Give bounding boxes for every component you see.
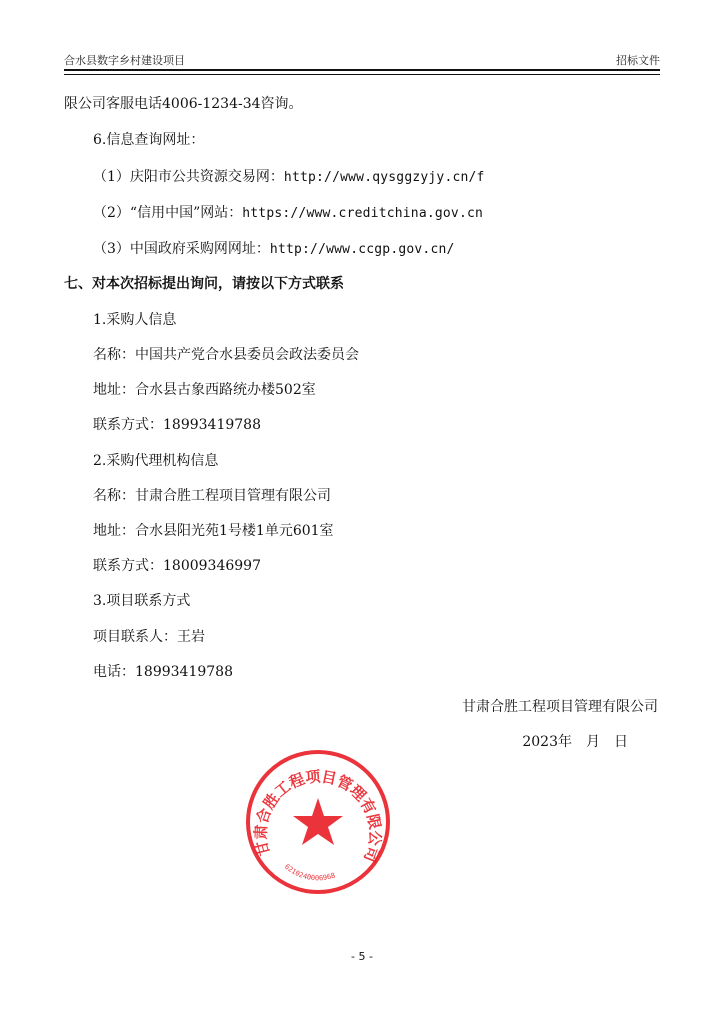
header-divider	[64, 69, 660, 75]
site1-url[interactable]: http://www.qysggzyjy.cn/f	[283, 170, 485, 185]
site3-line	[93, 240, 455, 259]
item6-title: 6.信息查询网址：	[93, 132, 205, 148]
project-contact-person: 项目联系人：王岩	[93, 629, 205, 645]
agency-address: 地址：合水县阳光苑1号楼1单元601室	[93, 523, 334, 539]
seal-arc-text: 甘肃合胜工程项目管理有限公司	[251, 767, 385, 865]
seal-number: 6210240006968	[282, 862, 337, 883]
seal-star-icon	[293, 798, 343, 845]
site2-url[interactable]: https://www.creditchina.gov.cn	[242, 206, 484, 221]
site2-label: （2）“信用中国”网站：	[93, 205, 243, 221]
svg-text:6210240006968	[283, 863, 336, 883]
project-contact-phone: 电话：18993419788	[93, 664, 233, 680]
header-project-title: 合水县数字乡村建设项目	[64, 54, 185, 67]
project-contact-title: 3.项目联系方式	[93, 593, 191, 609]
site2-line	[93, 204, 483, 223]
site1-line	[93, 168, 485, 187]
section7-heading: 七、对本次招标提出询问，请按以下方式联系	[64, 276, 344, 292]
agency-name: 名称：甘肃合胜工程项目管理有限公司	[93, 488, 331, 504]
company-seal	[244, 748, 392, 896]
purchaser-address: 地址：合水县古象西路统办楼502室	[93, 382, 316, 398]
purchaser-title: 1.采购人信息	[93, 312, 177, 328]
signature-date: 2023年 月 日	[522, 734, 628, 750]
agency-contact: 联系方式：18009346997	[93, 558, 261, 574]
header-doc-type: 招标文件	[616, 54, 660, 67]
site3-url[interactable]: http://www.ccgp.gov.cn/	[269, 242, 455, 257]
page-number: - 5 -	[351, 950, 373, 963]
page-header	[64, 50, 660, 70]
signature-company: 甘肃合胜工程项目管理有限公司	[462, 699, 658, 715]
purchaser-name: 名称：中国共产党合水县委员会政法委员会	[93, 347, 359, 363]
site1-label: （1）庆阳市公共资源交易网：	[93, 169, 284, 185]
site3-label: （3）中国政府采购网网址：	[93, 241, 270, 257]
service-phone-line: 限公司客服电话4006-1234-34咨询。	[64, 96, 303, 112]
purchaser-contact: 联系方式：18993419788	[93, 417, 261, 433]
agency-title: 2.采购代理机构信息	[93, 453, 219, 469]
